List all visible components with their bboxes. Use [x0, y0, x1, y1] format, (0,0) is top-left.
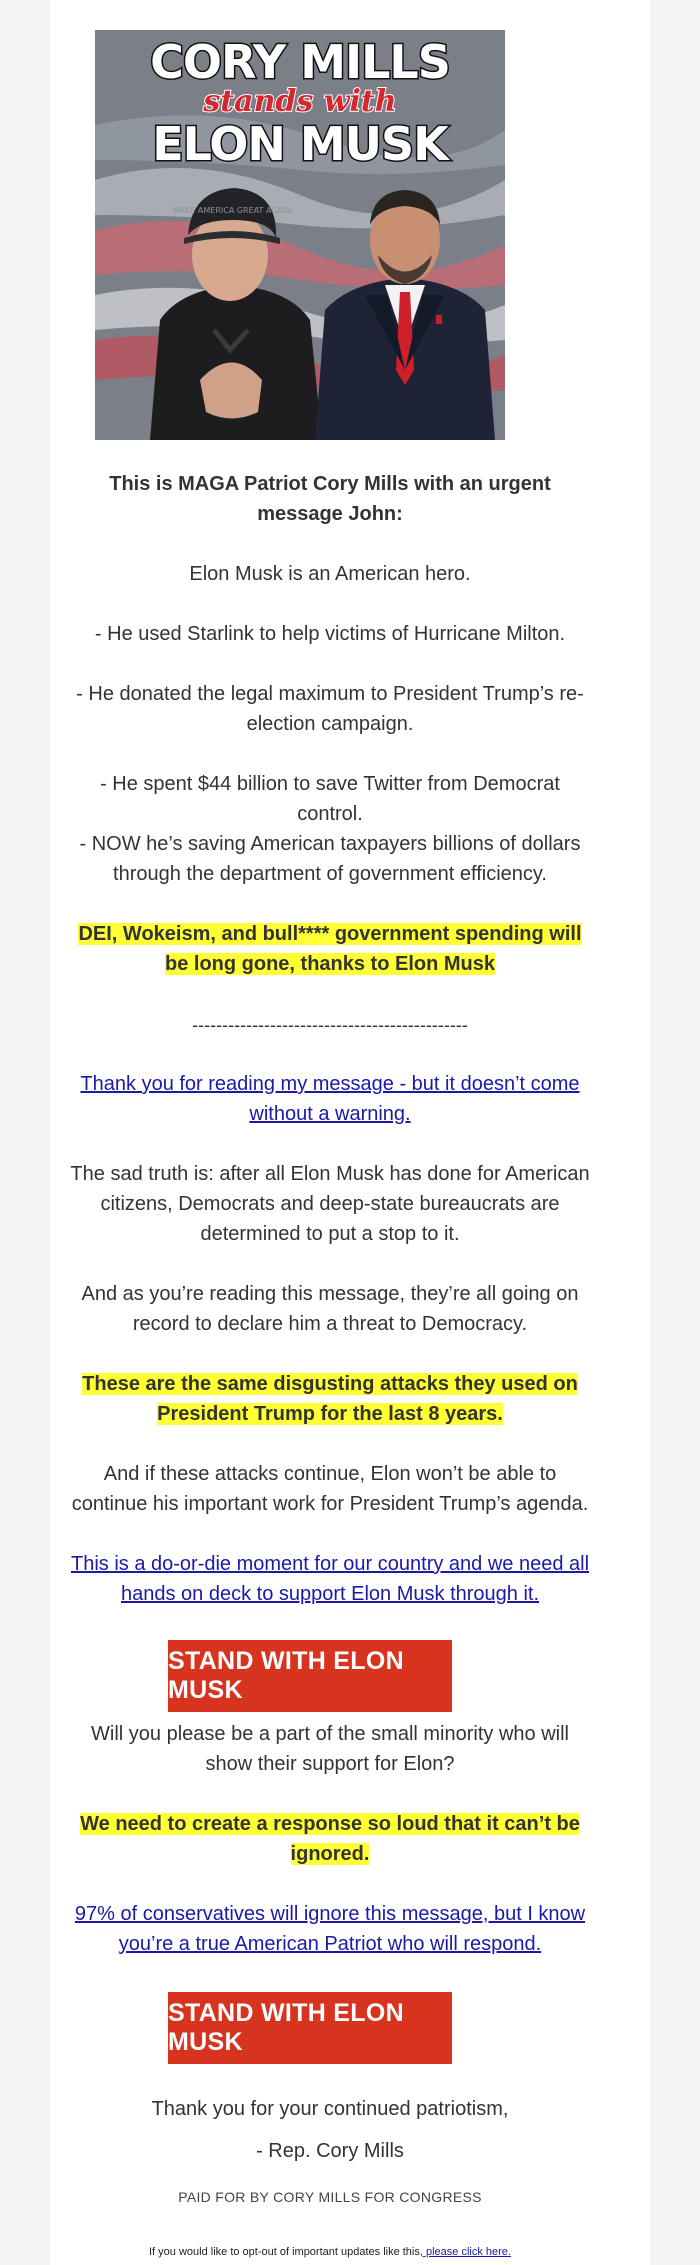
optout-text: If you would like to opt-out of important updates like this, [149, 2246, 423, 2258]
highlight-attacks [70, 1369, 590, 1429]
sad-truth-paragraph: The sad truth is: after all Elon Musk has done for American citizens, Democrats and deep-state bureaucrats are determined to put a stop to it. [70, 1163, 590, 1245]
line-donation: - He donated the legal maximum to President Trump’s re-election campaign. [76, 683, 584, 735]
highlight-dei [70, 919, 590, 979]
hero-title-bottom: ELON MUSK [152, 117, 448, 171]
hero-title-middle: stands with [203, 84, 397, 119]
person-right-portrait [310, 170, 500, 440]
highlight-dei-text: DEI, Wokeism, and bull**** government spending will be long gone, thanks to Elon Musk [78, 923, 582, 975]
stand-with-elon-button-2[interactable]: STAND WITH ELON MUSK [168, 1992, 452, 2064]
on-record-paragraph: And as you’re reading this message, they’re all going on record to declare him a threat to Democracy. [81, 1283, 579, 1335]
highlight-attacks-text: These are the same disgusting attacks they used on President Trump for the last 8 years. [82, 1373, 578, 1425]
stand-with-elon-button-1[interactable]: STAND WITH ELON MUSK [168, 1640, 452, 1712]
hero-title-top: CORY MILLS [150, 35, 450, 89]
hero-image [95, 30, 505, 440]
intro-heading: This is MAGA Patriot Cory Mills with an urgent message John: [109, 473, 551, 525]
warning-link[interactable]: Thank you for reading my message - but it doesn’t come without a warning. [80, 1073, 580, 1125]
highlight-response [70, 1809, 590, 1869]
line-efficiency: - NOW he’s saving American taxpayers billions of dollars through the department of government efficiency. [79, 833, 581, 885]
optout-link[interactable]: please click here. [422, 2246, 511, 2258]
minority-paragraph: Will you please be a part of the small minority who will show their support for Elon? [91, 1723, 569, 1775]
conservatives-link[interactable]: 97% of conservatives will ignore this message, but I know you’re a true American Patriot who will respond. [74, 1903, 586, 1955]
do-or-die-link[interactable]: This is a do-or-die moment for our country and we need all hands on deck to support Elon Musk through it. [70, 1553, 590, 1605]
thanks-line: Thank you for your continued patriotism, [151, 2098, 509, 2120]
continue-paragraph: And if these attacks continue, Elon won’t be able to continue his important work for President Trump’s agenda. [71, 1463, 589, 1515]
highlight-response-text: We need to create a response so loud that it can’t be ignored. [80, 1813, 580, 1865]
divider-line: ---------------------------------------------- [192, 1015, 468, 1035]
signature: - Rep. Cory Mills [256, 2140, 404, 2162]
conservatives-paragraph [70, 1899, 590, 1959]
line-hero: Elon Musk is an American hero. [189, 563, 471, 585]
optout-line [70, 2246, 590, 2258]
cap-text: MAKE AMERICA GREAT AGAIN [172, 206, 292, 215]
line-starlink: - He used Starlink to help victims of Hurricane Milton. [94, 623, 566, 645]
warning-paragraph [70, 1069, 590, 1129]
do-or-die-paragraph [70, 1549, 590, 1609]
line-twitter: - He spent $44 billion to save Twitter from Democrat control. [100, 773, 560, 825]
paid-for-disclaimer: PAID FOR BY CORY MILLS FOR CONGRESS [178, 2189, 482, 2205]
person-left-portrait [140, 180, 330, 440]
